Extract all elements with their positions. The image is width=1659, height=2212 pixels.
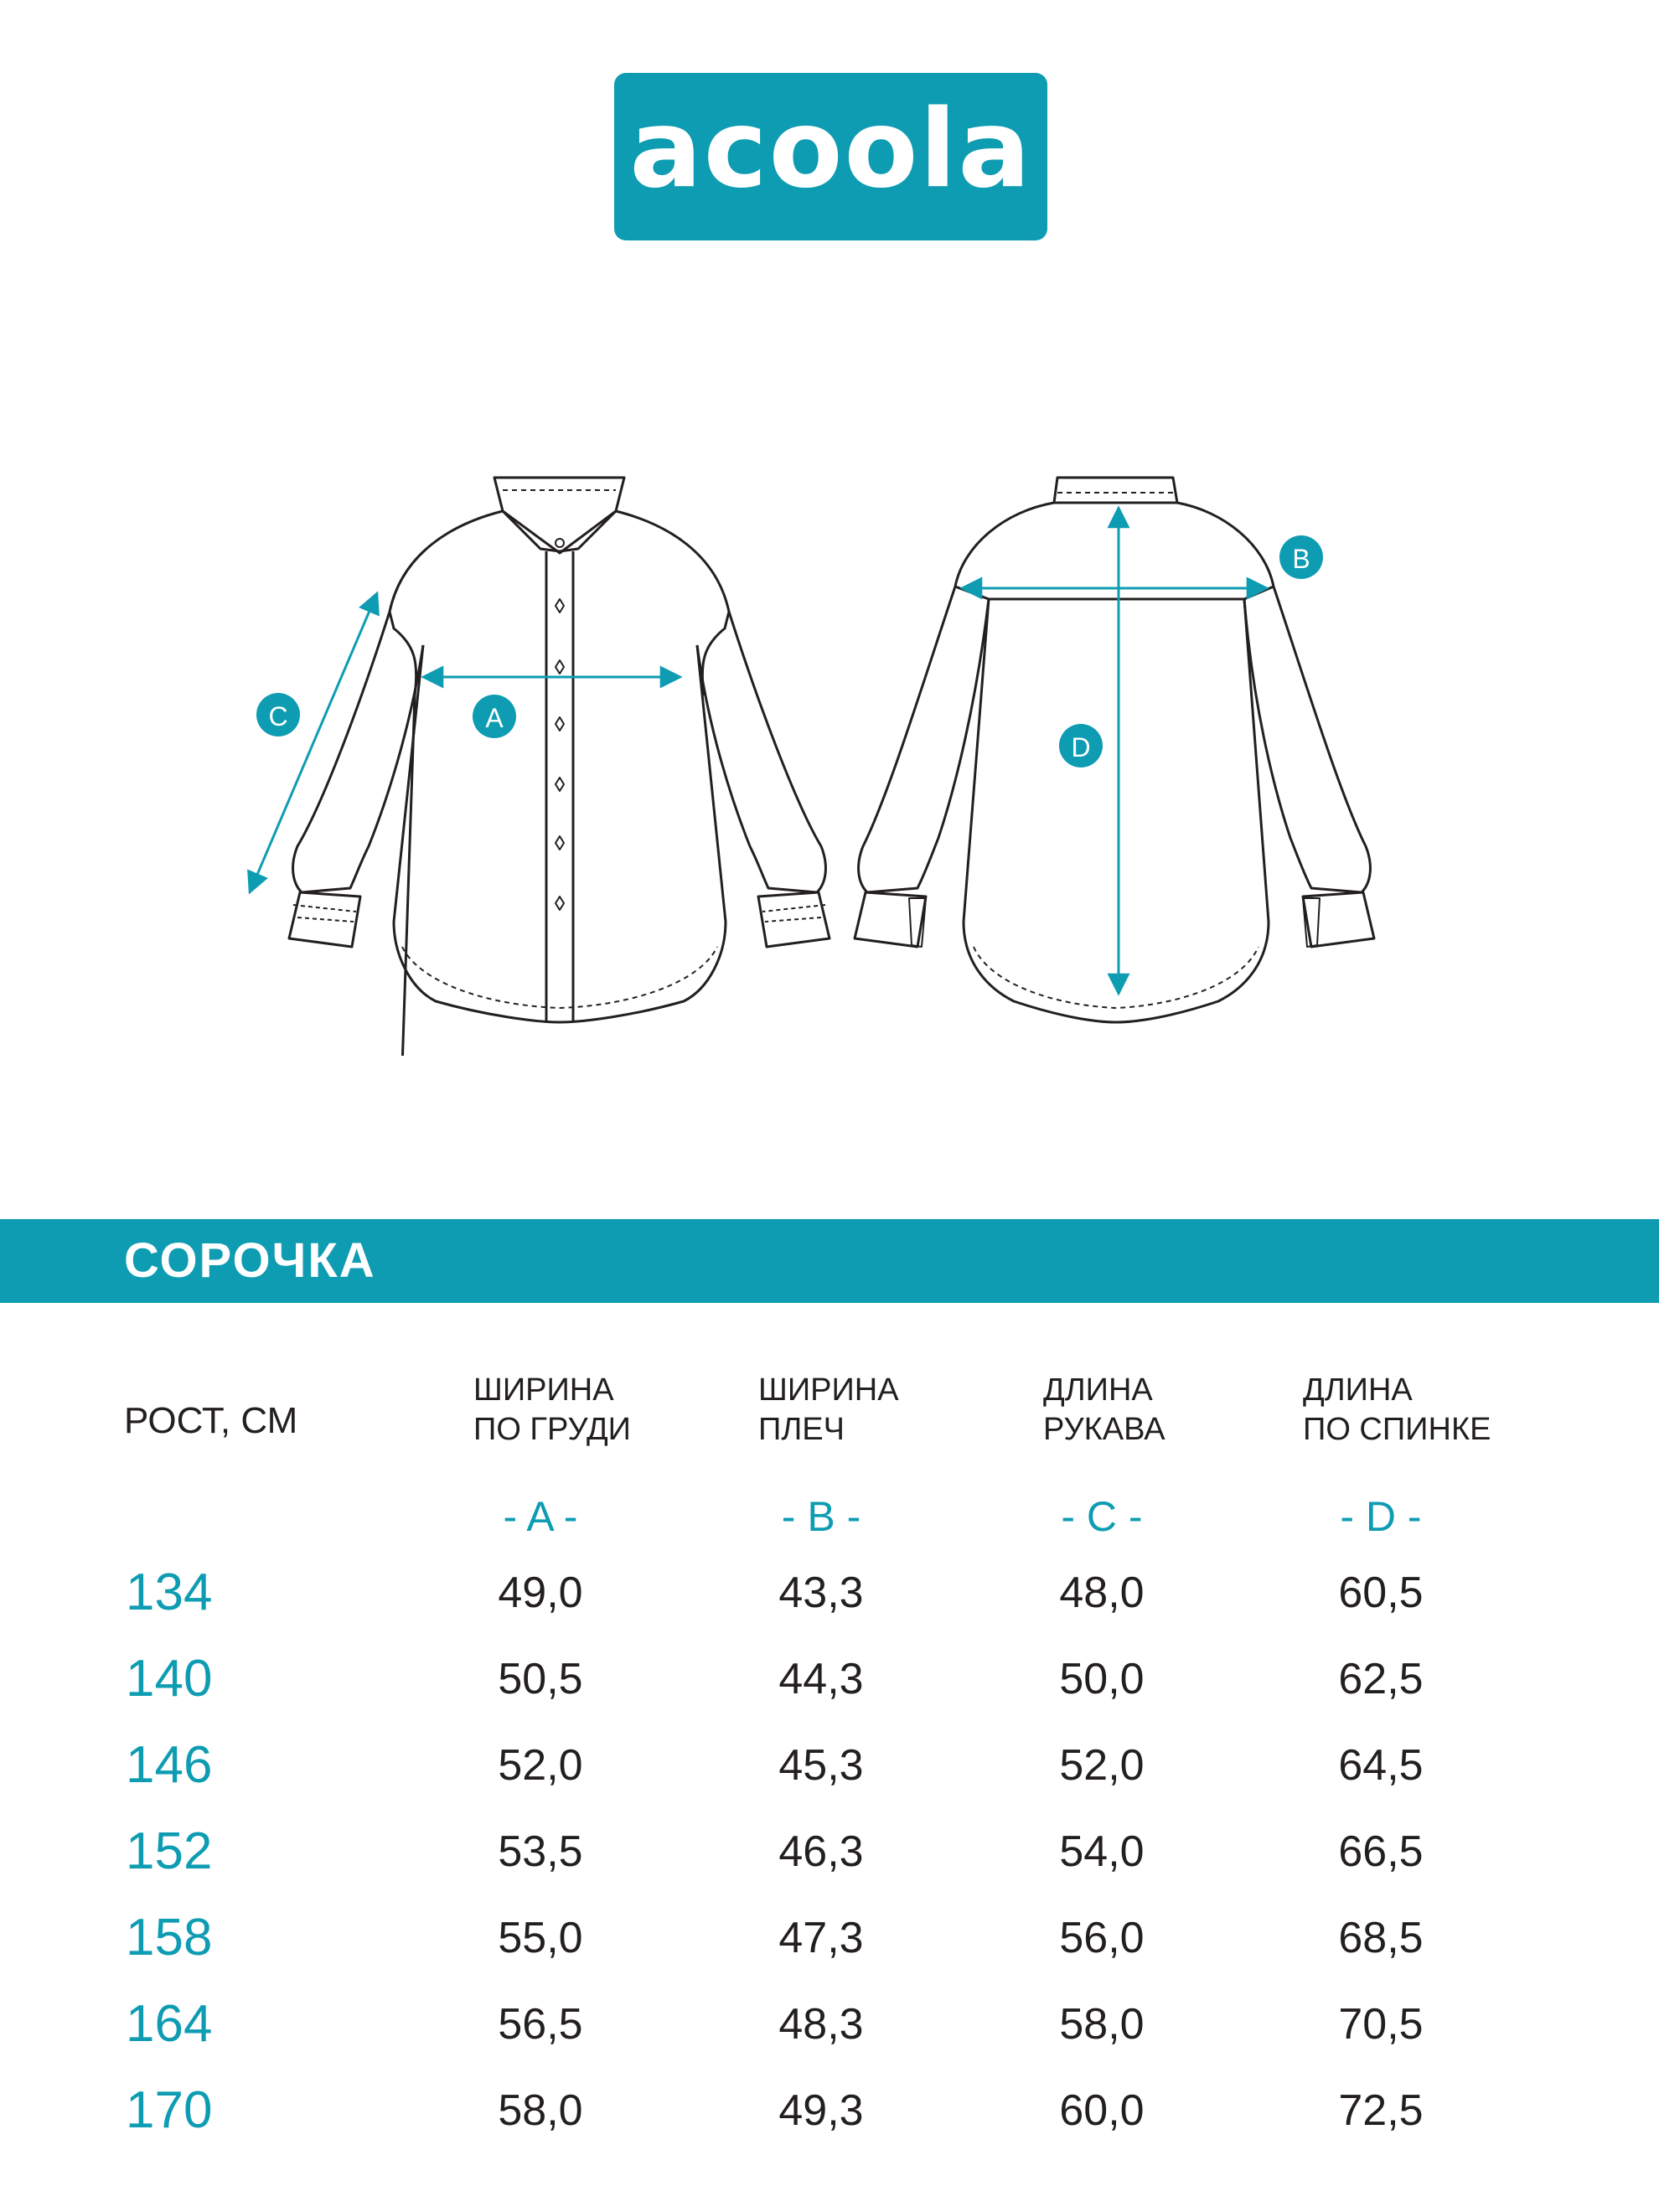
- garment-diagram: [0, 452, 1659, 1056]
- measurement-cell: 58,0: [498, 2086, 583, 2135]
- measurement-cell: 54,0: [1059, 1827, 1145, 1876]
- header-shoulder-width: ШИРИНА ПЛЕЧ: [758, 1372, 899, 1447]
- measurement-cell: 47,3: [778, 1914, 864, 1962]
- header-back-length: ДЛИНА ПО СПИНКЕ: [1303, 1372, 1491, 1447]
- measurement-cell: 44,3: [778, 1655, 864, 1703]
- header-sleeve-length: ДЛИНА РУКАВА: [1043, 1372, 1165, 1447]
- measurement-cell: 49,0: [498, 1569, 583, 1617]
- height-cell: 170: [126, 2081, 213, 2139]
- measurement-cell: 52,0: [1059, 1741, 1145, 1790]
- measurement-cell: 50,5: [498, 1655, 583, 1703]
- marker-b: [1279, 535, 1323, 579]
- measurement-cell: 50,0: [1059, 1655, 1145, 1703]
- height-cell: 158: [126, 1909, 213, 1967]
- measurement-cell: 53,5: [498, 1827, 583, 1876]
- measurement-cell: 66,5: [1338, 1827, 1424, 1876]
- measurement-cell: 70,5: [1338, 2000, 1424, 2049]
- product-banner: [0, 1219, 1659, 1303]
- measurement-cell: 45,3: [778, 1741, 864, 1790]
- height-cell: 140: [126, 1650, 213, 1708]
- letter-a: - A -: [503, 1493, 578, 1540]
- product-title: СОРОЧКА: [124, 1233, 376, 1288]
- measurement-cell: 60,0: [1059, 2086, 1145, 2135]
- measurement-cell: 64,5: [1338, 1741, 1424, 1790]
- height-cell: 152: [126, 1822, 213, 1880]
- height-cell: 164: [126, 1995, 213, 2053]
- svg-text:D: D: [1071, 732, 1091, 762]
- brand-logo: [614, 73, 1047, 240]
- marker-d: [1059, 724, 1103, 767]
- height-cell: 134: [126, 1563, 213, 1621]
- height-cell: 146: [126, 1736, 213, 1794]
- measurement-cell: 49,3: [778, 2086, 864, 2135]
- measurement-cell: 48,3: [778, 2000, 864, 2049]
- marker-a: [473, 695, 516, 738]
- header-chest-width: ШИРИНА ПО ГРУДИ: [473, 1372, 631, 1447]
- svg-text:C: C: [268, 701, 288, 731]
- measurement-cell: 52,0: [498, 1741, 583, 1790]
- logo-text: acoola: [629, 87, 1032, 212]
- height-header: РОСТ, СМ: [124, 1400, 298, 1441]
- measurement-cell: 43,3: [778, 1569, 864, 1617]
- measurement-cell: 46,3: [778, 1827, 864, 1876]
- measurement-cell: 60,5: [1338, 1569, 1424, 1617]
- measurement-cell: 55,0: [498, 1914, 583, 1962]
- measurement-cell: 56,0: [1059, 1914, 1145, 1962]
- measurement-cell: 62,5: [1338, 1655, 1424, 1703]
- measurement-cell: 72,5: [1338, 2086, 1424, 2135]
- svg-text:A: A: [485, 703, 504, 733]
- letter-b: - B -: [781, 1493, 861, 1540]
- marker-c: [256, 693, 300, 736]
- measurement-cell: 58,0: [1059, 2000, 1145, 2049]
- measurement-cell: 56,5: [498, 2000, 583, 2049]
- measurement-cell: 68,5: [1338, 1914, 1424, 1962]
- letter-c: - C -: [1061, 1493, 1143, 1540]
- letter-d: - D -: [1340, 1493, 1422, 1540]
- measurement-cell: 48,0: [1059, 1569, 1145, 1617]
- shirt-front-icon: [289, 478, 830, 1056]
- svg-text:B: B: [1292, 544, 1310, 574]
